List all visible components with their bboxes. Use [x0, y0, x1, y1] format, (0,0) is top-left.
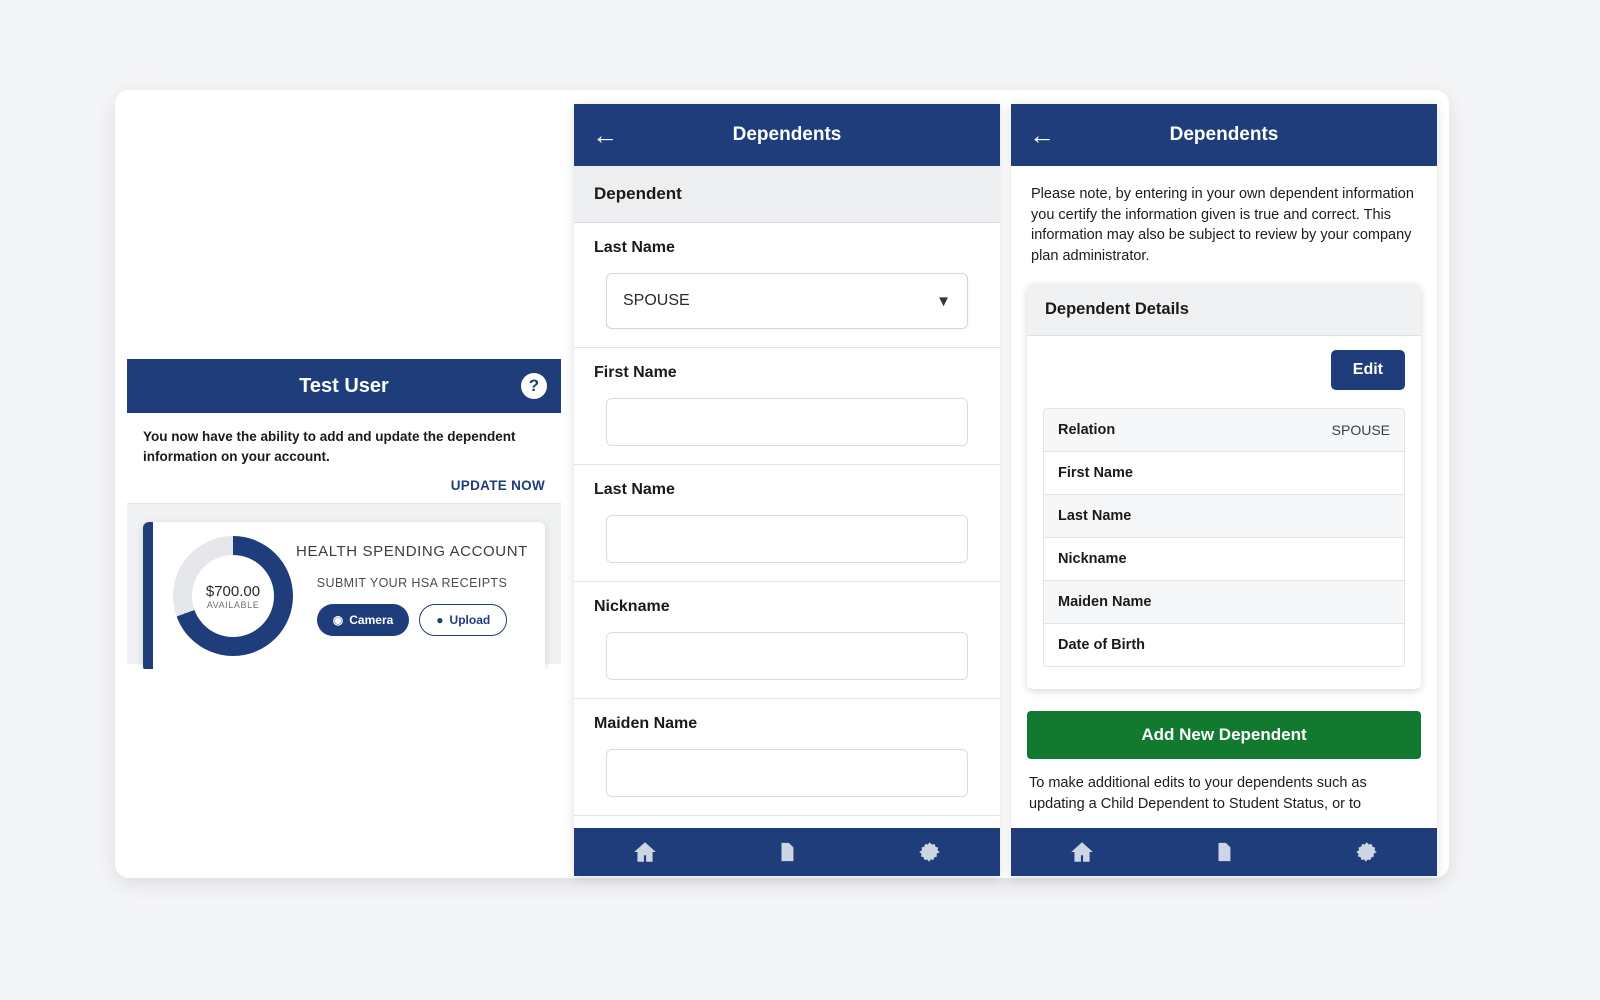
panel2-title: Dependents: [732, 124, 842, 145]
notice-text: You now have the ability to add and update the dependent information on your account.: [143, 429, 516, 464]
upload-button-label: Upload: [449, 612, 491, 627]
back-arrow-icon[interactable]: ←: [1029, 120, 1055, 150]
tab-documents[interactable]: [716, 839, 858, 865]
add-new-dependent-button[interactable]: Add New Dependent: [1027, 711, 1421, 759]
camera-button[interactable]: [317, 604, 410, 636]
nickname-input[interactable]: [606, 632, 968, 680]
field-last-name: [574, 465, 1000, 582]
field-label: Last Name: [594, 239, 675, 256]
upload-icon: ●: [436, 612, 444, 627]
update-now-link[interactable]: UPDATE NOW: [450, 478, 545, 494]
panel3-title: Dependents: [1169, 124, 1279, 145]
hsa-accent-bar: [143, 522, 153, 669]
hsa-info: [293, 536, 531, 636]
field-key: Nickname: [1058, 551, 1127, 568]
relation-select[interactable]: [606, 273, 968, 329]
field-first-name: [574, 348, 1000, 465]
hsa-actions: [293, 604, 531, 636]
hsa-amount: $700.00: [205, 582, 261, 600]
back-arrow-icon[interactable]: ←: [592, 120, 618, 150]
hsa-card[interactable]: [143, 522, 545, 669]
tab-documents[interactable]: [1153, 839, 1295, 865]
certification-note: Please note, by entering in your own dependent information you certify the information given is true and correct. This information may also be subject to review by your company plan administrator.: [1031, 186, 1414, 264]
maiden-name-input[interactable]: [606, 749, 968, 797]
page-title: Test User: [299, 374, 389, 397]
relation-select-value: SPOUSE: [623, 292, 690, 309]
hsa-available-label: AVAILABLE: [206, 599, 260, 610]
field-key: Maiden Name: [1058, 594, 1152, 611]
panel3-content[interactable]: [1011, 166, 1437, 828]
edit-row: [1043, 350, 1405, 390]
form-section-header: Dependent: [574, 166, 1000, 223]
panel-dependent-form: [574, 104, 1000, 876]
list-item: [1044, 624, 1404, 666]
panel3-tabbar: [1011, 828, 1437, 876]
dependent-details-card: [1027, 284, 1421, 689]
list-item: [1044, 452, 1404, 495]
first-name-input[interactable]: [606, 398, 968, 446]
additional-edits-note: To make additional edits to your dependents such as updating a Child Dependent to Student Status, or to: [1029, 775, 1367, 812]
chevron-down-icon: ▼: [936, 292, 951, 310]
panel-account-overview: [127, 359, 561, 669]
last-name-input[interactable]: [606, 515, 968, 563]
camera-icon: ◉: [332, 612, 344, 627]
list-item: [1044, 538, 1404, 581]
panel3-header: [1011, 104, 1437, 166]
camera-button-label: Camera: [349, 612, 394, 627]
field-key: Relation: [1058, 422, 1116, 439]
panel1-header: [127, 359, 561, 413]
panel2-content[interactable]: [574, 166, 1000, 828]
hsa-subtitle: SUBMIT YOUR HSA RECEIPTS: [316, 575, 508, 590]
field-maiden-name: [574, 699, 1000, 816]
field-key: First Name: [1058, 465, 1133, 482]
list-item: [1044, 409, 1404, 452]
tab-home[interactable]: [1011, 839, 1153, 865]
panel2-tabbar: [574, 828, 1000, 876]
field-value: SPOUSE: [1331, 422, 1390, 439]
field-nickname: [574, 582, 1000, 699]
field-label: Nickname: [594, 598, 670, 615]
panel-dependent-details: [1011, 104, 1437, 876]
field-label: First Name: [594, 364, 677, 381]
panel2-header: [574, 104, 1000, 166]
dependent-field-list: [1043, 408, 1405, 667]
panel1-body: [127, 504, 561, 664]
list-item: [1044, 581, 1404, 624]
notice-banner: [127, 413, 561, 504]
hsa-title: HEALTH SPENDING ACCOUNT: [296, 543, 528, 561]
tab-home[interactable]: [574, 839, 716, 865]
field-relation: [574, 223, 1000, 348]
list-item: [1044, 495, 1404, 538]
field-key: Last Name: [1058, 508, 1132, 525]
details-card-body: [1027, 336, 1421, 689]
tab-settings[interactable]: [1295, 839, 1437, 865]
hsa-donut-chart: [173, 536, 293, 656]
edit-button[interactable]: Edit: [1331, 350, 1405, 390]
field-label: Maiden Name: [594, 715, 698, 732]
help-icon[interactable]: ?: [521, 373, 547, 399]
field-key: Date of Birth: [1058, 637, 1145, 654]
details-card-title: Dependent Details: [1027, 284, 1421, 336]
field-label: Last Name: [594, 481, 675, 498]
tab-settings[interactable]: [858, 839, 1000, 865]
upload-button[interactable]: [419, 604, 507, 636]
